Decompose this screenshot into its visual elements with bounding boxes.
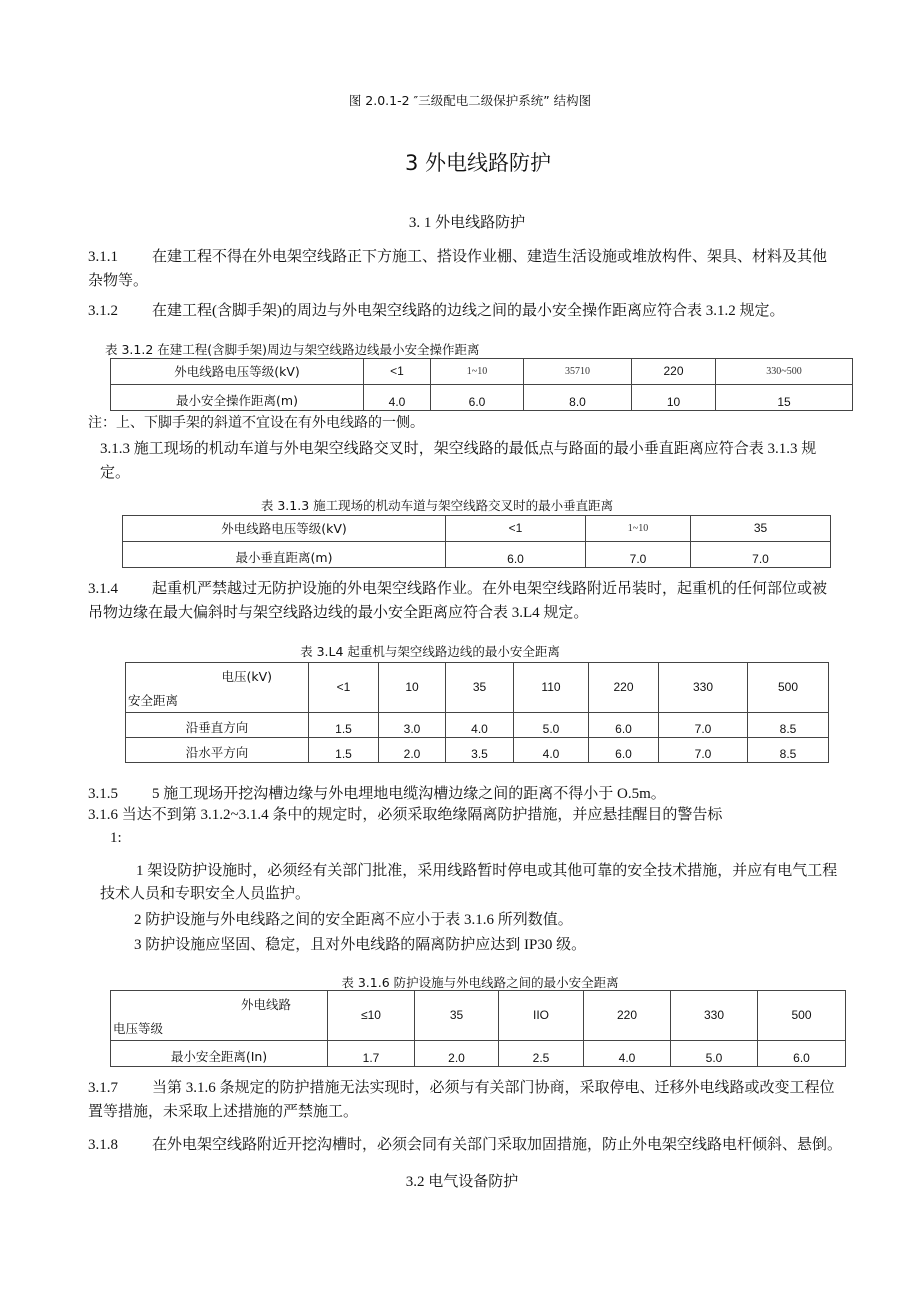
table-cell: 3.5 (446, 738, 514, 763)
clause-text: 起重机严禁越过无防护设施的外电架空线路作业。在外电架空线路附近吊装时，起重机的任何部位或被 (152, 581, 828, 597)
table-3-1-3 (122, 515, 831, 568)
item-1-cont: 技术人员和专职安全人员监护。 (100, 886, 311, 902)
table-cell: 1.5 (309, 713, 379, 738)
column-header: 330~500 (716, 359, 853, 385)
row-label: 最小垂直距离(m) (123, 542, 446, 568)
table-cell: 7.0 (586, 542, 691, 568)
clause-3-1-1 (88, 248, 827, 266)
clause-3-1-5 (88, 785, 666, 803)
table-note: 注：上、下脚手架的斜道不宜设在有外电线路的一侧。 (88, 416, 424, 431)
column-header: 330 (671, 991, 758, 1041)
column-header: 500 (758, 991, 846, 1041)
corner-header-top: 电压(kV) (221, 669, 272, 684)
row-label: 沿垂直方向 (126, 713, 309, 738)
chapter-title: 3 外电线路防护 (404, 151, 552, 175)
column-header: 35 (415, 991, 499, 1041)
figure-caption: 图 2.0.1-2 ″三级配电二级保护系统” 结构图 (348, 93, 592, 108)
column-header: 110 (514, 663, 589, 713)
table-cell: 6.0 (431, 385, 524, 411)
column-header: <1 (446, 516, 586, 542)
item-2: 2 防护设施与外电线路之间的安全距离不应小于表 3.1.6 所列数值。 (134, 912, 573, 928)
section-3-2-title: 3.2 电气设备防护 (405, 1174, 519, 1190)
row-label: 最小安全距离(In) (111, 1041, 328, 1067)
corner-header-bottom: 安全距离 (128, 693, 179, 708)
clause-number: 3.1.5 (88, 786, 118, 802)
clause-3-1-4 (88, 580, 827, 598)
item-3: 3 防护设施应坚固、稳定，且对外电线路的隔离防护应达到 IP30 级。 (134, 937, 587, 953)
table-cell: 6.0 (589, 738, 659, 763)
column-header: 1~10 (431, 359, 524, 385)
row-header-label: 外电线路电压等级(kV) (111, 359, 364, 385)
table-cell: 7.0 (691, 542, 831, 568)
table-cell: 5.0 (671, 1041, 758, 1067)
table-3-1-6-caption: 表 3.1.6 防护设施与外电线路之间的最小安全距离 (341, 975, 619, 990)
clause-text: 当第 3.1.6 条规定的防护措施无法实现时，必须与有关部门协商，采取停电、迁移外电线路或改变工程位 (152, 1080, 835, 1096)
clause-3-1-7 (88, 1079, 835, 1097)
table-cell: 8.5 (748, 713, 829, 738)
table-cell: 3.0 (379, 713, 446, 738)
table-cell: 6.0 (758, 1041, 846, 1067)
table-cell: 1.5 (309, 738, 379, 763)
header-row (126, 663, 829, 713)
table-cell: 6.0 (446, 542, 586, 568)
column-header: IIO (499, 991, 584, 1041)
clause-text: 5 施工现场开挖沟槽边缘与外电埋地电缆沟槽边缘之间的距离不得小于 O.5m。 (152, 786, 666, 802)
table-3-1-6 (110, 990, 846, 1067)
column-header: 500 (748, 663, 829, 713)
clause-number: 3.1.1 (88, 249, 118, 265)
table-row (111, 385, 853, 411)
corner-header-bottom: 电压等级 (113, 1021, 164, 1036)
clause-3-1-7-cont: 置等措施，未采取上述措施的严禁施工。 (88, 1104, 359, 1120)
table-row (126, 713, 829, 738)
clause-3-1-4-cont: 吊物边缘在最大偏斜时与架空线路边线的最小安全距离应符合表 3.L4 规定。 (88, 605, 589, 621)
table-cell: 4.0 (584, 1041, 671, 1067)
clause-3-1-1-cont: 杂物等。 (88, 273, 149, 289)
header-row (123, 516, 831, 542)
clause-3-1-8 (88, 1136, 842, 1154)
column-header: 220 (632, 359, 716, 385)
clause-number: 3.1.8 (88, 1137, 118, 1153)
clause-number: 3.1.7 (88, 1080, 118, 1096)
table-3-1-3-caption: 表 3.1.3 施工现场的机动车道与架空线路交叉时的最小垂直距离 (260, 498, 614, 513)
clause-text: 在外电架空线路附近开挖沟槽时，必须会同有关部门采取加固措施，防止外电架空线路电杆倾斜、悬倒。 (152, 1137, 843, 1153)
item-1: 1 架设防护设施时，必须经有关部门批准，采用线路暂时停电或其他可靠的安全技术措施，并应有电气工程 (136, 863, 838, 879)
row-label: 沿水平方向 (126, 738, 309, 763)
table-row (126, 738, 829, 763)
clause-number: 3.1.2 (88, 303, 118, 319)
column-header: 10 (379, 663, 446, 713)
table-cell: 4.0 (364, 385, 431, 411)
column-header: <1 (364, 359, 431, 385)
column-header: 330 (659, 663, 748, 713)
clause-3-1-6-cont: 1: (110, 830, 122, 846)
table-3-1-4 (125, 662, 829, 763)
clause-3-1-6: 3.1.6 当达不到第 3.1.2~3.1.4 条中的规定时，必须采取绝缘隔离防护措施，并应悬挂醒目的警告标 (88, 807, 723, 823)
clause-3-1-3: 3.1.3 施工现场的机动车道与外电架空线路交叉时，架空线路的最低点与路面的最小垂直距离应符合表 3.1.3 规 (100, 441, 817, 457)
column-header: 1~10 (586, 516, 691, 542)
column-header: 35 (691, 516, 831, 542)
table-cell: 6.0 (589, 713, 659, 738)
clause-number: 3.1.4 (88, 581, 118, 597)
header-row (111, 991, 846, 1041)
row-header-label: 外电线路电压等级(kV) (123, 516, 446, 542)
table-3-1-4-caption: 表 3.L4 起重机与架空线路边线的最小安全距离 (300, 644, 560, 659)
table-row (111, 1041, 846, 1067)
section-title: 3. 1 外电线路防护 (408, 215, 526, 231)
table-cell: 8.5 (748, 738, 829, 763)
table-3-1-2-caption: 表 3.1.2 在建工程(含脚手架)周边与架空线路边线最小安全操作距离 (105, 342, 480, 357)
row-label: 最小安全操作距离(m) (111, 385, 364, 411)
column-header: 220 (589, 663, 659, 713)
clause-3-1-3-cont: 定。 (100, 465, 131, 481)
clause-text: 在建工程不得在外电架空线路正下方施工、搭设作业棚、建造生活设施或堆放构件、架具、材料及其他 (152, 249, 828, 265)
table-cell: 2.0 (415, 1041, 499, 1067)
clause-text: 在建工程(含脚手架)的周边与外电架空线路的边线之间的最小安全操作距离应符合表 3.1.2 规定。 (152, 303, 785, 319)
column-header: 35 (446, 663, 514, 713)
table-cell: 2.0 (379, 738, 446, 763)
table-cell: 5.0 (514, 713, 589, 738)
table-cell: 4.0 (514, 738, 589, 763)
corner-header (111, 991, 328, 1041)
corner-header (126, 663, 309, 713)
table-cell: 2.5 (499, 1041, 584, 1067)
column-header: 35710 (524, 359, 632, 385)
column-header: 220 (584, 991, 671, 1041)
corner-header-top: 外电线路 (240, 997, 291, 1012)
table-cell: 1.7 (328, 1041, 415, 1067)
column-header: ≤10 (328, 991, 415, 1041)
table-row (123, 542, 831, 568)
table-3-1-2 (110, 358, 853, 411)
clause-3-1-2 (88, 302, 785, 320)
table-cell: 8.0 (524, 385, 632, 411)
table-cell: 7.0 (659, 738, 748, 763)
column-header: <1 (309, 663, 379, 713)
header-row (111, 359, 853, 385)
table-cell: 4.0 (446, 713, 514, 738)
table-cell: 10 (632, 385, 716, 411)
table-cell: 7.0 (659, 713, 748, 738)
table-cell: 15 (716, 385, 853, 411)
